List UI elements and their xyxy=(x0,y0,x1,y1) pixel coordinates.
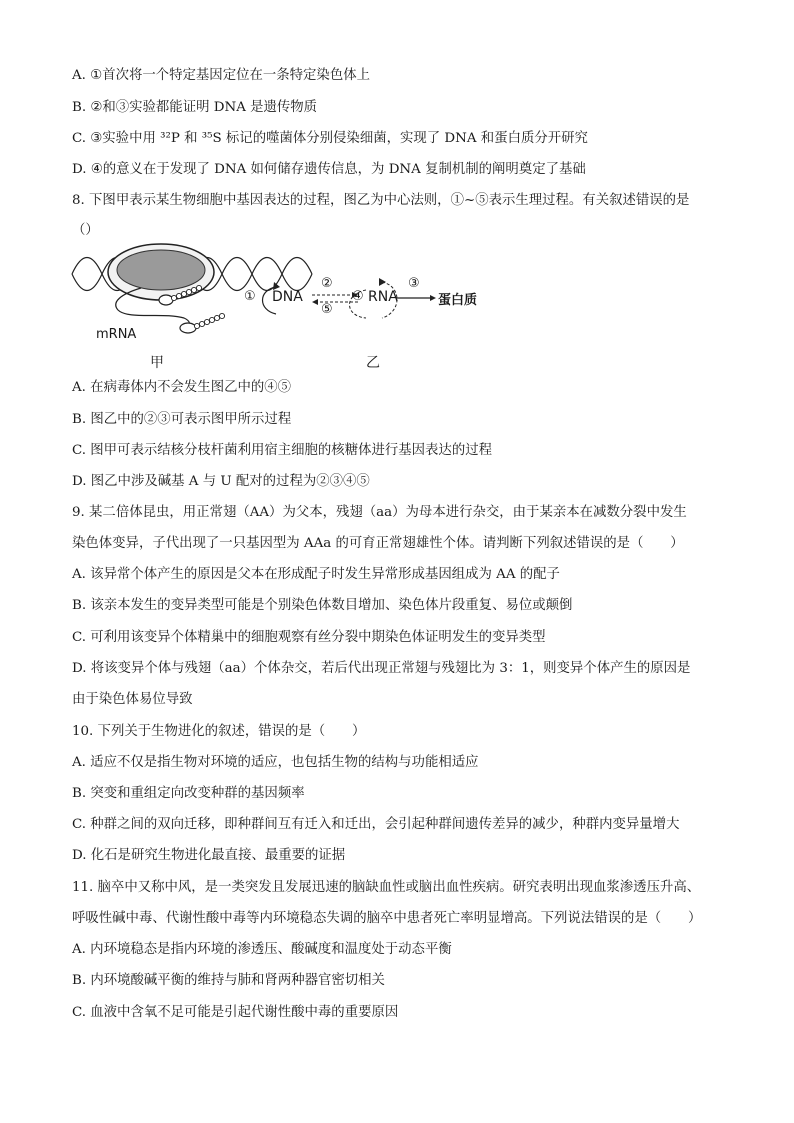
q9-option-a: A. 该异常个体产生的原因是父本在形成配子时发生异常形成基因组成为 AA 的配子 xyxy=(72,567,560,582)
q8-stem-line1: 8. 下图甲表示某生物细胞中基因表达的过程，图乙为中心法则，①~⑤表示生理过程。有关叙述错误的是 xyxy=(72,193,690,208)
q9-option-c: C. 可利用该变异个体精巢中的细胞观察有丝分裂中期染色体证明发生的变异类型 xyxy=(72,630,546,645)
q8-option-a: A. 在病毒体内不会发生图乙中的④⑤ xyxy=(72,380,292,395)
q8-stem-line2: （） xyxy=(72,223,99,238)
process-1-label: ① xyxy=(244,289,256,304)
rna-replication-arrowhead xyxy=(379,278,386,286)
process-3-label: ③ xyxy=(408,276,420,291)
ribosome-2 xyxy=(180,323,196,333)
process-5-label: ⑤ xyxy=(321,302,333,317)
q10-option-a: A. 适应不仅是指生物对环境的适应，也包括生物的结构与功能相适应 xyxy=(72,755,479,770)
q7-option-b: B. ②和③实验都能证明 DNA 是遗传物质 xyxy=(72,100,318,115)
figure-jia-label: 甲 xyxy=(150,355,164,371)
dna-label: DNA xyxy=(272,289,303,305)
q7-option-c: C. ③实验中用 ³²P 和 ³⁵S 标记的噬菌体分别侵染细菌，实现了 DNA 和蛋白质分开研究 xyxy=(72,131,588,146)
q9-stem-line1: 9. 某二倍体昆虫，用正常翅（AA）为父本，残翅（aa）为母本进行杂交，由于某亲本在减数分裂中发生 xyxy=(72,505,687,520)
q10-option-d: D. 化石是研究生物进化最直接、最重要的证据 xyxy=(72,848,346,863)
mrna-label: mRNA xyxy=(96,327,137,342)
q9-option-d-line1: D. 将该变异个体与残翅（aa）个体杂交，若后代出现正常翅与残翅比为 3：1，则变异个体产生的原因是 xyxy=(72,661,691,676)
translation-arrowhead xyxy=(430,295,436,301)
q7-option-d: D. ④的意义在于发现了 DNA 如何储存遗传信息，为 DNA 复制机制的阐明奠定了基础 xyxy=(72,162,586,177)
q8-option-c: C. 图甲可表示结核分枝杆菌利用宿主细胞的核糖体进行基因表达的过程 xyxy=(72,443,492,458)
q9-option-b: B. 该亲本发生的变异类型可能是个别染色体数目增加、染色体片段重复、易位或颠倒 xyxy=(72,598,573,613)
rna-polymerase-inner xyxy=(117,250,205,290)
q8-option-b: B. 图乙中的②③可表示图甲所示过程 xyxy=(72,412,292,427)
q11-option-a: A. 内环境稳态是指内环境的渗透压、酸碱度和温度处于动态平衡 xyxy=(72,942,452,957)
q10-option-b: B. 突变和重组定向改变种群的基因频率 xyxy=(72,786,305,801)
process-2-label: ② xyxy=(321,276,333,291)
reverse-transcription-arrowhead xyxy=(312,299,318,305)
q9-option-d-line2: 由于染色体易位导致 xyxy=(72,692,193,707)
figure-yi-label: 乙 xyxy=(366,355,380,371)
polypeptide-chain-2 xyxy=(194,313,224,328)
ribosome-1 xyxy=(159,295,173,305)
q8-figure xyxy=(66,232,496,372)
q11-stem-line1: 11. 脑卒中又称中风，是一类突发且发展迅速的脑缺血性或脑出血性疾病。研究表明出现血浆渗透压升高、 xyxy=(72,880,701,895)
rna-label: RNA xyxy=(368,289,398,305)
q7-option-a: A. ①首次将一个特定基因定位在一条特定染色体上 xyxy=(72,68,370,83)
q11-option-b: B. 内环境酸碱平衡的维持与肺和肾两种器官密切相关 xyxy=(72,973,385,988)
q10-option-c: C. 种群之间的双向迁移，即种群间互有迁入和迁出，会引起种群间遗传差异的减少，种群内变异量增大 xyxy=(72,817,680,832)
q8-option-d: D. 图乙中涉及碱基 A 与 U 配对的过程为②③④⑤ xyxy=(72,474,370,489)
protein-label: 蛋白质 xyxy=(438,293,478,308)
q11-stem-line2: 呼吸性碱中毒、代谢性酸中毒等内环境稳态失调的脑卒中患者死亡率明显增高。下列说法错误的是（ ） xyxy=(72,911,702,926)
process-4-label: ④ xyxy=(352,289,364,304)
q9-stem-line2: 染色体变异，子代出现了一只基因型为 AAa 的可育正常翅雄性个体。请判断下列叙述错误的是（ ） xyxy=(72,536,684,551)
q10-stem: 10. 下列关于生物进化的叙述，错误的是（ ） xyxy=(72,724,366,739)
q11-option-c: C. 血液中含氧不足可能是引起代谢性酸中毒的重要原因 xyxy=(72,1005,399,1020)
